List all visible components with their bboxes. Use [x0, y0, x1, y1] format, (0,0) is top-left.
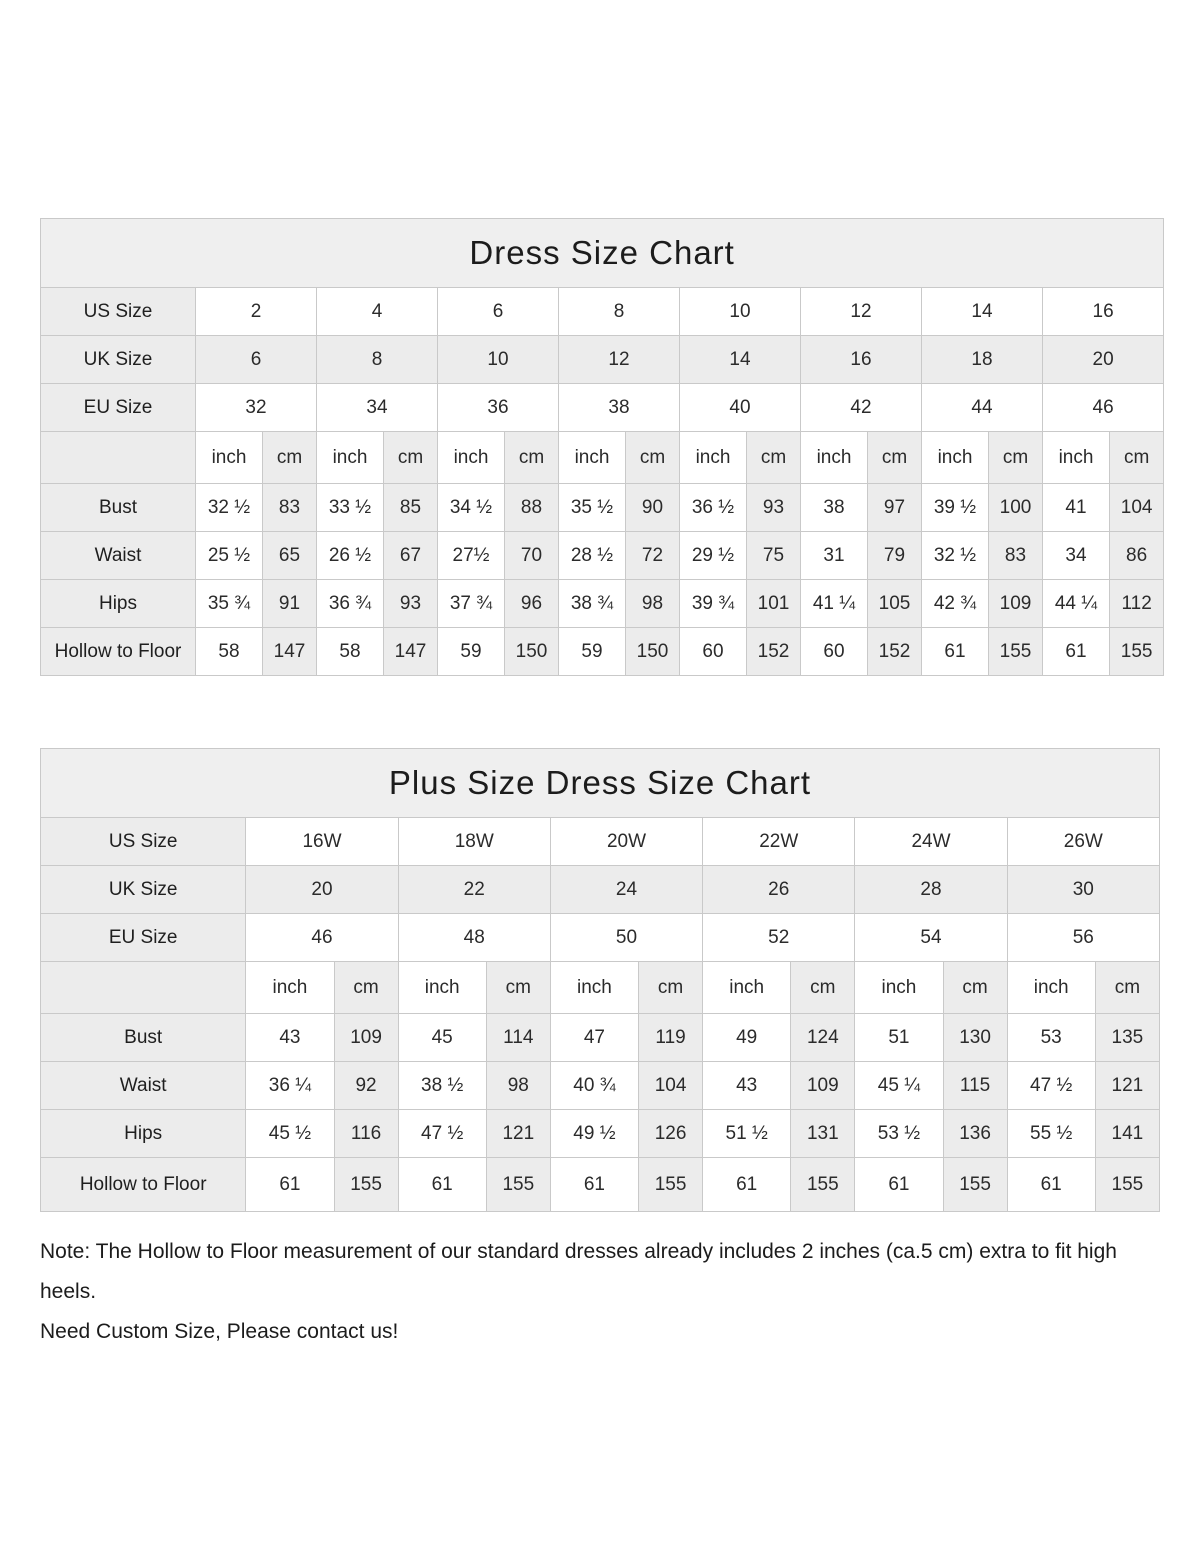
cm-value-cell: 92	[334, 1062, 398, 1110]
cm-value-cell: 119	[639, 1014, 703, 1062]
cm-value-cell: 65	[263, 532, 317, 580]
cm-value-cell: 155	[989, 628, 1043, 676]
inch-value-cell: 28 ½	[559, 532, 626, 580]
unit-inch-cell: inch	[680, 432, 747, 484]
inch-value-cell: 47 ½	[398, 1110, 486, 1158]
cm-value-cell: 147	[263, 628, 317, 676]
cm-value-cell: 104	[639, 1062, 703, 1110]
cm-value-cell: 115	[943, 1062, 1007, 1110]
cm-value-cell: 90	[626, 484, 680, 532]
inch-value-cell: 44 ¼	[1043, 580, 1110, 628]
row-label: US Size	[41, 288, 196, 336]
cm-value-cell: 75	[747, 532, 801, 580]
size-cell: 16W	[246, 818, 398, 866]
size-cell: 12	[559, 336, 680, 384]
unit-inch-cell: inch	[801, 432, 868, 484]
size-cell: 8	[559, 288, 680, 336]
size-cell: 8	[317, 336, 438, 384]
inch-value-cell: 41	[1043, 484, 1110, 532]
inch-value-cell: 38 ¾	[559, 580, 626, 628]
size-cell: 48	[398, 914, 550, 962]
inch-value-cell: 32 ½	[196, 484, 263, 532]
row-label: Waist	[41, 1062, 246, 1110]
unit-inch-cell: inch	[559, 432, 626, 484]
inch-value-cell: 49	[703, 1014, 791, 1062]
size-cell: 10	[438, 336, 559, 384]
inch-value-cell: 35 ½	[559, 484, 626, 532]
cm-value-cell: 126	[639, 1110, 703, 1158]
unit-inch-cell: inch	[1007, 962, 1095, 1014]
inch-value-cell: 29 ½	[680, 532, 747, 580]
unit-cm-cell: cm	[626, 432, 680, 484]
size-cell: 14	[922, 288, 1043, 336]
size-cell: 32	[196, 384, 317, 432]
inch-value-cell: 43	[246, 1014, 334, 1062]
table-title: Dress Size Chart	[41, 219, 1164, 288]
size-cell: 22	[398, 866, 550, 914]
size-cell: 20	[246, 866, 398, 914]
unit-cm-cell: cm	[791, 962, 855, 1014]
inch-value-cell: 38	[801, 484, 868, 532]
cm-value-cell: 104	[1110, 484, 1164, 532]
size-cell: 18W	[398, 818, 550, 866]
unit-inch-cell: inch	[703, 962, 791, 1014]
size-cell: 42	[801, 384, 922, 432]
inch-value-cell: 40 ¾	[550, 1062, 638, 1110]
inch-value-cell: 36 ½	[680, 484, 747, 532]
size-cell: 52	[703, 914, 855, 962]
size-cell: 46	[1043, 384, 1164, 432]
note-line-hollow-to-floor: Note: The Hollow to Floor measurement of our standard dresses already includes 2 inches (ca.5 cm) extra to fit high heels.	[40, 1240, 1117, 1303]
unit-inch-cell: inch	[1043, 432, 1110, 484]
unit-inch-cell: inch	[196, 432, 263, 484]
cm-value-cell: 83	[263, 484, 317, 532]
inch-value-cell: 61	[922, 628, 989, 676]
row-label: Hips	[41, 1110, 246, 1158]
row-label	[41, 432, 196, 484]
inch-value-cell: 45 ¼	[855, 1062, 943, 1110]
cm-value-cell: 105	[868, 580, 922, 628]
size-cell: 26W	[1007, 818, 1159, 866]
unit-inch-cell: inch	[550, 962, 638, 1014]
inch-value-cell: 34 ½	[438, 484, 505, 532]
cm-value-cell: 72	[626, 532, 680, 580]
unit-inch-cell: inch	[922, 432, 989, 484]
inch-value-cell: 53	[1007, 1014, 1095, 1062]
cm-value-cell: 155	[486, 1158, 550, 1212]
inch-value-cell: 25 ½	[196, 532, 263, 580]
inch-value-cell: 45 ½	[246, 1110, 334, 1158]
inch-value-cell: 61	[855, 1158, 943, 1212]
table-title: Plus Size Dress Size Chart	[41, 749, 1160, 818]
size-cell: 56	[1007, 914, 1159, 962]
inch-value-cell: 37 ¾	[438, 580, 505, 628]
inch-value-cell: 59	[438, 628, 505, 676]
inch-value-cell: 47	[550, 1014, 638, 1062]
inch-value-cell: 34	[1043, 532, 1110, 580]
size-cell: 14	[680, 336, 801, 384]
inch-value-cell: 55 ½	[1007, 1110, 1095, 1158]
size-cell: 28	[855, 866, 1007, 914]
inch-value-cell: 31	[801, 532, 868, 580]
inch-value-cell: 26 ½	[317, 532, 384, 580]
unit-cm-cell: cm	[263, 432, 317, 484]
dress-size-chart-table	[40, 218, 1164, 676]
inch-value-cell: 61	[398, 1158, 486, 1212]
inch-value-cell: 36 ¾	[317, 580, 384, 628]
row-label: Bust	[41, 1014, 246, 1062]
row-label: UK Size	[41, 336, 196, 384]
size-cell: 20	[1043, 336, 1164, 384]
cm-value-cell: 121	[486, 1110, 550, 1158]
inch-value-cell: 61	[246, 1158, 334, 1212]
inch-value-cell: 39 ½	[922, 484, 989, 532]
cm-value-cell: 98	[486, 1062, 550, 1110]
size-cell: 16	[1043, 288, 1164, 336]
cm-value-cell: 114	[486, 1014, 550, 1062]
size-cell: 36	[438, 384, 559, 432]
size-cell: 6	[438, 288, 559, 336]
cm-value-cell: 150	[626, 628, 680, 676]
unit-cm-cell: cm	[334, 962, 398, 1014]
size-cell: 22W	[703, 818, 855, 866]
size-cell: 12	[801, 288, 922, 336]
cm-value-cell: 96	[505, 580, 559, 628]
cm-value-cell: 70	[505, 532, 559, 580]
cm-value-cell: 83	[989, 532, 1043, 580]
unit-inch-cell: inch	[317, 432, 384, 484]
unit-cm-cell: cm	[943, 962, 1007, 1014]
cm-value-cell: 136	[943, 1110, 1007, 1158]
inch-value-cell: 38 ½	[398, 1062, 486, 1110]
plus-size-dress-size-chart-table	[40, 748, 1160, 1212]
size-cell: 24	[550, 866, 702, 914]
cm-value-cell: 101	[747, 580, 801, 628]
cm-value-cell: 135	[1095, 1014, 1159, 1062]
cm-value-cell: 91	[263, 580, 317, 628]
inch-value-cell: 35 ¾	[196, 580, 263, 628]
inch-value-cell: 42 ¾	[922, 580, 989, 628]
size-cell: 10	[680, 288, 801, 336]
unit-inch-cell: inch	[398, 962, 486, 1014]
cm-value-cell: 121	[1095, 1062, 1159, 1110]
cm-value-cell: 93	[384, 580, 438, 628]
cm-value-cell: 109	[989, 580, 1043, 628]
cm-value-cell: 150	[505, 628, 559, 676]
row-label: Hollow to Floor	[41, 1158, 246, 1212]
inch-value-cell: 45	[398, 1014, 486, 1062]
size-cell: 6	[196, 336, 317, 384]
cm-value-cell: 155	[943, 1158, 1007, 1212]
cm-value-cell: 155	[334, 1158, 398, 1212]
size-cell: 18	[922, 336, 1043, 384]
note-text	[40, 1232, 1160, 1352]
unit-cm-cell: cm	[384, 432, 438, 484]
cm-value-cell: 116	[334, 1110, 398, 1158]
cm-value-cell: 155	[791, 1158, 855, 1212]
size-cell: 20W	[550, 818, 702, 866]
inch-value-cell: 36 ¼	[246, 1062, 334, 1110]
cm-value-cell: 93	[747, 484, 801, 532]
row-label: Waist	[41, 532, 196, 580]
inch-value-cell: 27½	[438, 532, 505, 580]
inch-value-cell: 43	[703, 1062, 791, 1110]
unit-cm-cell: cm	[1110, 432, 1164, 484]
size-cell: 50	[550, 914, 702, 962]
inch-value-cell: 61	[703, 1158, 791, 1212]
row-label: EU Size	[41, 384, 196, 432]
size-cell: 54	[855, 914, 1007, 962]
cm-value-cell: 112	[1110, 580, 1164, 628]
inch-value-cell: 60	[801, 628, 868, 676]
cm-value-cell: 85	[384, 484, 438, 532]
cm-value-cell: 155	[1095, 1158, 1159, 1212]
inch-value-cell: 53 ½	[855, 1110, 943, 1158]
row-label: Hollow to Floor	[41, 628, 196, 676]
size-cell: 44	[922, 384, 1043, 432]
cm-value-cell: 88	[505, 484, 559, 532]
size-cell: 40	[680, 384, 801, 432]
note-line-custom-size: Need Custom Size, Please contact us!	[40, 1319, 399, 1343]
unit-cm-cell: cm	[989, 432, 1043, 484]
unit-cm-cell: cm	[639, 962, 703, 1014]
unit-cm-cell: cm	[486, 962, 550, 1014]
size-cell: 46	[246, 914, 398, 962]
unit-cm-cell: cm	[1095, 962, 1159, 1014]
unit-inch-cell: inch	[855, 962, 943, 1014]
inch-value-cell: 47 ½	[1007, 1062, 1095, 1110]
size-cell: 24W	[855, 818, 1007, 866]
inch-value-cell: 51	[855, 1014, 943, 1062]
row-label: UK Size	[41, 866, 246, 914]
row-label: Bust	[41, 484, 196, 532]
cm-value-cell: 147	[384, 628, 438, 676]
row-label: Hips	[41, 580, 196, 628]
cm-value-cell: 152	[747, 628, 801, 676]
row-label: US Size	[41, 818, 246, 866]
row-label: EU Size	[41, 914, 246, 962]
cm-value-cell: 141	[1095, 1110, 1159, 1158]
cm-value-cell: 67	[384, 532, 438, 580]
unit-cm-cell: cm	[505, 432, 559, 484]
inch-value-cell: 51 ½	[703, 1110, 791, 1158]
size-cell: 30	[1007, 866, 1159, 914]
inch-value-cell: 61	[1007, 1158, 1095, 1212]
cm-value-cell: 124	[791, 1014, 855, 1062]
inch-value-cell: 61	[1043, 628, 1110, 676]
cm-value-cell: 97	[868, 484, 922, 532]
inch-value-cell: 61	[550, 1158, 638, 1212]
size-cell: 34	[317, 384, 438, 432]
cm-value-cell: 100	[989, 484, 1043, 532]
inch-value-cell: 39 ¾	[680, 580, 747, 628]
inch-value-cell: 60	[680, 628, 747, 676]
cm-value-cell: 152	[868, 628, 922, 676]
inch-value-cell: 41 ¼	[801, 580, 868, 628]
size-cell: 2	[196, 288, 317, 336]
unit-inch-cell: inch	[438, 432, 505, 484]
inch-value-cell: 59	[559, 628, 626, 676]
size-cell: 26	[703, 866, 855, 914]
cm-value-cell: 79	[868, 532, 922, 580]
unit-cm-cell: cm	[868, 432, 922, 484]
size-cell: 4	[317, 288, 438, 336]
cm-value-cell: 155	[639, 1158, 703, 1212]
row-label	[41, 962, 246, 1014]
cm-value-cell: 86	[1110, 532, 1164, 580]
cm-value-cell: 109	[791, 1062, 855, 1110]
size-cell: 16	[801, 336, 922, 384]
cm-value-cell: 131	[791, 1110, 855, 1158]
cm-value-cell: 130	[943, 1014, 1007, 1062]
inch-value-cell: 33 ½	[317, 484, 384, 532]
inch-value-cell: 58	[317, 628, 384, 676]
size-cell: 38	[559, 384, 680, 432]
unit-inch-cell: inch	[246, 962, 334, 1014]
cm-value-cell: 109	[334, 1014, 398, 1062]
unit-cm-cell: cm	[747, 432, 801, 484]
inch-value-cell: 32 ½	[922, 532, 989, 580]
cm-value-cell: 98	[626, 580, 680, 628]
cm-value-cell: 155	[1110, 628, 1164, 676]
inch-value-cell: 49 ½	[550, 1110, 638, 1158]
inch-value-cell: 58	[196, 628, 263, 676]
